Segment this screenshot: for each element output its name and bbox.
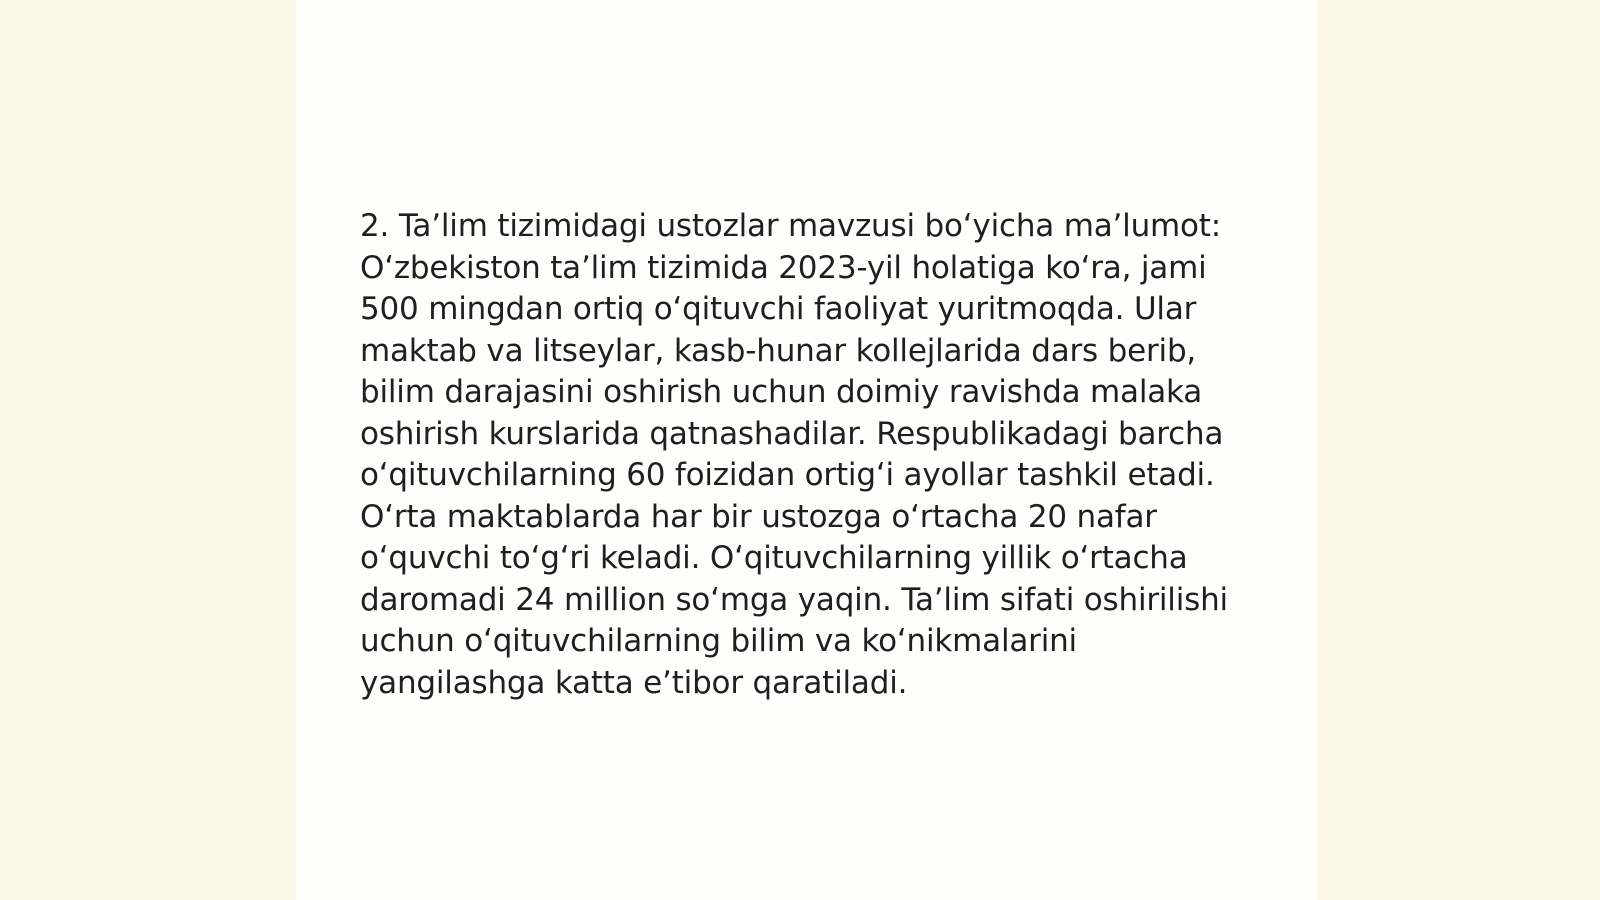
slide-body-text: 2. Ta’lim tizimidagi ustozlar mavzusi bo‘yicha ma’lumot: O‘zbekiston ta’lim tizimida 2023-yil holatiga ko‘ra, jami 500 mingdan ortiq o‘qituvchi faoliyat yuritmoqda. Ular maktab va litseylar, kasb-hunar kollejlarida dars berib, bilim darajasini oshirish uchun doimiy ravishda malaka oshirish kurslarida qatnashadilar. Respublikadagi barcha o‘qituvchilarning 60 foizidan ortig‘i ayollar tashkil etadi. O‘rta maktablarda har bir ustozga o‘rtacha 20 nafar o‘quvchi to‘g‘ri keladi. O‘qituvchilarning yillik o‘rtacha daromadi 24 million so‘mga yaqin. Ta’lim sifati oshirilishi uchun o‘qituvchilarning bilim va ko‘nikmalarini yangilashga katta e’tibor qaratiladi.	[360, 208, 1228, 701]
slide-page	[296, 0, 1318, 900]
